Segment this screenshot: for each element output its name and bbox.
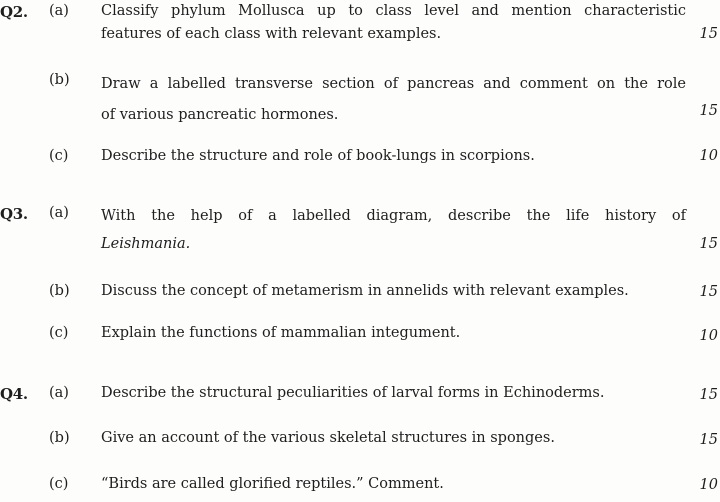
question-text-line: Discuss the concept of metamerism in annelids with relevant examples.: [101, 283, 629, 299]
question-text-line: Explain the functions of mammalian integument.: [101, 325, 461, 341]
question-text-q3b: [101, 280, 686, 303]
question-text-line: Give an account of the various skeletal structures in sponges.: [101, 430, 555, 446]
question-text-line: With the help of a labelled diagram, describe the life history of: [101, 208, 686, 224]
question-text-line: “Birds are called glorified reptiles.” Comment.: [101, 476, 444, 492]
question-text-q4c: [101, 473, 686, 496]
question-text-q3c: [101, 322, 686, 345]
part-label: (c): [49, 476, 69, 492]
marks: 15: [699, 432, 718, 448]
part-label: (b): [49, 72, 70, 88]
question-text-q3a: [101, 202, 686, 258]
marks: 10: [699, 477, 718, 493]
marks: 15: [699, 284, 718, 300]
marks: 15: [699, 26, 718, 42]
question-number-q3: Q3.: [0, 205, 28, 223]
question-number-q4: Q4.: [0, 385, 28, 403]
marks: 10: [699, 148, 718, 164]
question-text-line: Classify phylum Mollusca up to class level and mention characteristic: [101, 3, 686, 19]
question-text-line: Leishmania.: [101, 236, 191, 252]
part-label: (b): [49, 430, 70, 446]
marks: 10: [699, 328, 718, 344]
question-text-q4b: [101, 427, 686, 450]
part-label: (a): [49, 205, 69, 221]
question-text-line: features of each class with relevant examples.: [101, 26, 442, 42]
question-text-q2c: [101, 145, 686, 168]
question-text-q2a: [101, 0, 686, 46]
marks: 15: [699, 236, 718, 252]
question-text-line: Describe the structure and role of book-lungs in scorpions.: [101, 148, 535, 164]
part-label: (c): [49, 148, 69, 164]
part-label: (b): [49, 283, 70, 299]
question-text-q4a: [101, 382, 686, 405]
marks: 15: [699, 387, 718, 403]
question-text-q2b: [101, 69, 686, 131]
part-label: (a): [49, 3, 69, 19]
question-text-line: Describe the structural peculiarities of larval forms in Echinoderms.: [101, 385, 605, 401]
part-label: (c): [49, 325, 69, 341]
question-text-line: of various pancreatic hormones.: [101, 107, 339, 123]
part-label: (a): [49, 385, 69, 401]
question-number-q2: Q2.: [0, 3, 28, 21]
question-text-line: Draw a labelled transverse section of pancreas and comment on the role: [101, 76, 686, 92]
marks: 15: [699, 103, 718, 119]
